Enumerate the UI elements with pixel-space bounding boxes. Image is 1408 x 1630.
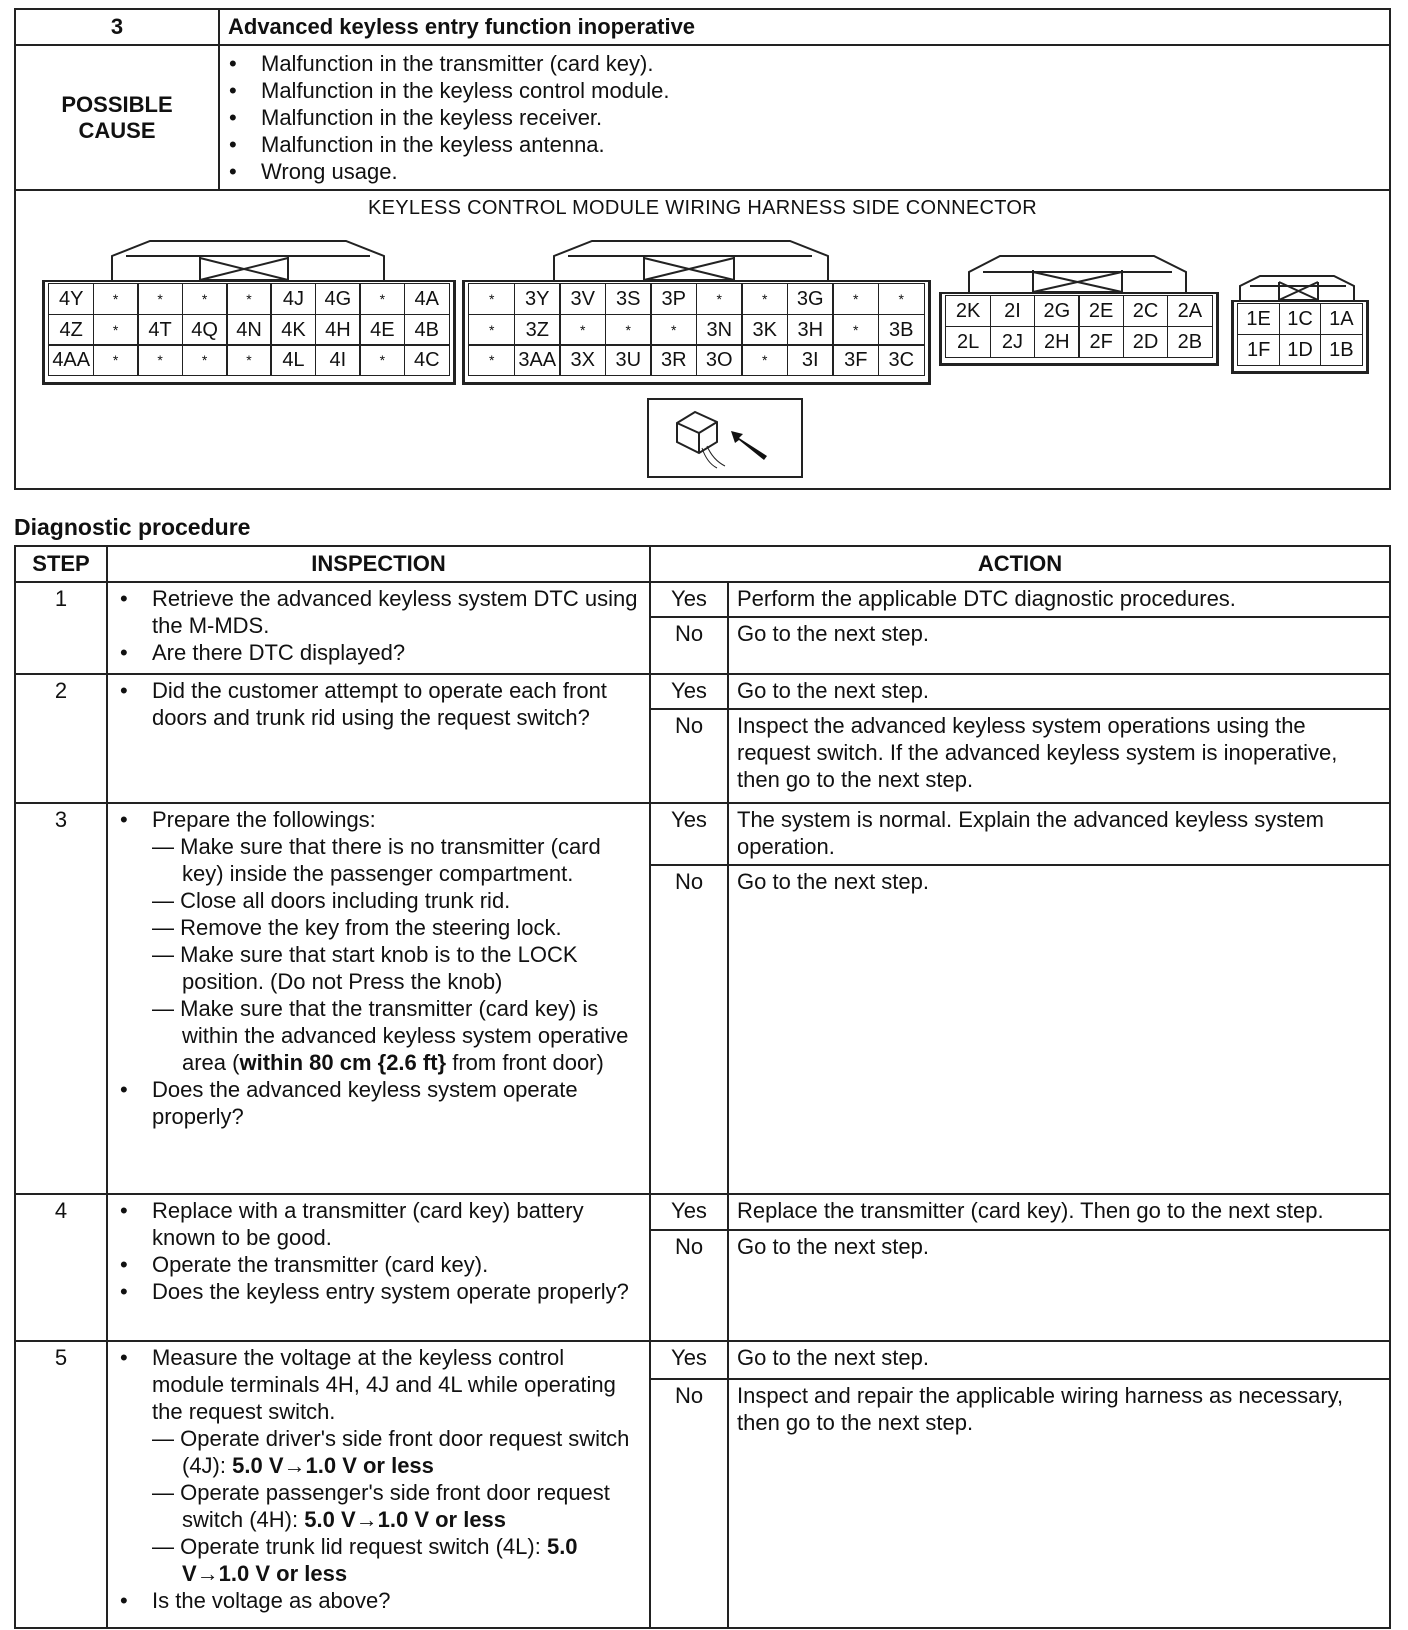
- subitem-bold: 5.0 V→1.0 V or less: [232, 1453, 434, 1478]
- unused-terminal: *: [605, 314, 652, 346]
- terminal-2E: 2E: [1078, 295, 1124, 327]
- terminal-4Y: 4Y: [48, 283, 94, 315]
- yes-label: Yes: [651, 804, 729, 864]
- inspection-item: • Does the keyless entry system operate properly?: [152, 1278, 639, 1305]
- no-label: No: [651, 710, 729, 802]
- terminal-4A: 4A: [404, 283, 450, 315]
- step-number: 4: [15, 1194, 107, 1341]
- subitem-text: Make sure that start knob is to the LOCK position. (Do not Press the knob): [180, 942, 578, 994]
- subitem-bold: 5.0 V→1.0 V or less: [182, 1534, 578, 1586]
- unused-terminal: *: [359, 344, 405, 376]
- unused-terminal: *: [359, 283, 405, 315]
- subitem-text: from front door): [446, 1050, 604, 1075]
- terminal-1E: 1E: [1237, 303, 1280, 335]
- unused-terminal: *: [182, 344, 228, 376]
- subitem-text: Make sure that the transmitter (card key) is within the advanced keyless system operative area (: [180, 996, 629, 1075]
- unused-terminal: *: [226, 283, 272, 315]
- symptom-title: Advanced keyless entry function inoperative: [219, 9, 1390, 45]
- terminal-3H: 3H: [787, 314, 834, 346]
- action-yes: The system is normal. Explain the advanced keyless system operation.: [737, 807, 1324, 859]
- action-no: Inspect and repair the applicable wiring harness as necessary, then go to the next step.: [737, 1383, 1344, 1435]
- action-yes: Perform the applicable DTC diagnostic procedures.: [737, 586, 1236, 611]
- connector-4: [42, 280, 456, 385]
- terminal-2B: 2B: [1167, 326, 1213, 358]
- cause-item: • Malfunction in the keyless receiver.: [261, 104, 1388, 131]
- terminal-1D: 1D: [1279, 334, 1322, 366]
- unused-terminal: *: [93, 344, 139, 376]
- cause-item: • Malfunction in the transmitter (card key).: [261, 50, 1388, 77]
- terminal-2C: 2C: [1123, 295, 1169, 327]
- inspection-item: • Is the voltage as above?: [152, 1587, 639, 1614]
- unused-terminal: *: [832, 314, 879, 346]
- yes-label: Yes: [651, 675, 729, 708]
- terminal-4T: 4T: [137, 314, 183, 346]
- terminal-4J: 4J: [270, 283, 316, 315]
- inspection-item: • Does the advanced keyless system operate properly?: [152, 1076, 639, 1130]
- subitem-text: Operate passenger's side front door request switch (4H):: [180, 1480, 610, 1532]
- unused-terminal: *: [878, 283, 925, 315]
- header-inspection: INSPECTION: [107, 546, 650, 582]
- no-label: No: [651, 866, 729, 1193]
- terminal-4Z: 4Z: [48, 314, 94, 346]
- inspection-subitem: — Make sure that the transmitter (card key) is within the advanced keyless system operative area (within 80 cm {2.6 ft} from front door): [152, 996, 629, 1075]
- inspection-subitem: — Operate driver's side front door request switch (4J): 5.0 V→1.0 V or less: [152, 1426, 630, 1478]
- step-number: 1: [15, 582, 107, 674]
- cause-item: • Wrong usage.: [261, 158, 1388, 185]
- terminal-3U: 3U: [605, 344, 652, 376]
- inspection-item: • Replace with a transmitter (card key) battery known to be good.: [152, 1197, 639, 1251]
- action-no: Go to the next step.: [737, 869, 930, 894]
- no-label: No: [651, 1380, 729, 1627]
- inspection-item: • Measure the voltage at the keyless control module terminals 4H, 4J and 4L while operating the request switch.: [152, 1344, 639, 1425]
- inspection-subitem: — Remove the key from the steering lock.: [152, 915, 562, 940]
- terminal-2H: 2H: [1034, 326, 1080, 358]
- unused-terminal: *: [559, 314, 606, 346]
- terminal-3C: 3C: [878, 344, 925, 376]
- terminal-1C: 1C: [1279, 303, 1322, 335]
- unused-terminal: *: [226, 344, 272, 376]
- subitem-text: Make sure that there is no transmitter (card key) inside the passenger compartment.: [180, 834, 601, 886]
- subitem-text: Operate driver's side front door request switch (4J):: [180, 1426, 630, 1478]
- inspection-subitem: — Close all doors including trunk rid.: [152, 888, 511, 913]
- connector-3: [462, 280, 931, 385]
- terminal-4H: 4H: [315, 314, 361, 346]
- terminal-3R: 3R: [650, 344, 697, 376]
- step-number: 3: [15, 803, 107, 1194]
- terminal-2J: 2J: [990, 326, 1036, 358]
- unused-terminal: *: [182, 283, 228, 315]
- terminal-3G: 3G: [787, 283, 834, 315]
- table-row: [15, 674, 1390, 803]
- action-no: Inspect the advanced keyless system operations using the request switch. If the advanced keyless system is inoperative, then go to the next step.: [737, 713, 1338, 792]
- step-number: 2: [15, 674, 107, 803]
- terminal-4I: 4I: [315, 344, 361, 376]
- terminal-2G: 2G: [1034, 295, 1080, 327]
- terminal-2K: 2K: [945, 295, 991, 327]
- yes-label: Yes: [651, 1195, 729, 1229]
- unused-terminal: *: [468, 283, 515, 315]
- terminal-2L: 2L: [945, 326, 991, 358]
- action-yes: Go to the next step.: [737, 1345, 930, 1370]
- inspection-item: • Retrieve the advanced keyless system DTC using the M-MDS.: [152, 585, 639, 639]
- diagnostic-procedure-title: Diagnostic procedure: [14, 514, 251, 540]
- terminal-4Q: 4Q: [182, 314, 228, 346]
- terminal-1F: 1F: [1237, 334, 1280, 366]
- unused-terminal: *: [468, 314, 515, 346]
- terminal-4E: 4E: [359, 314, 405, 346]
- cause-item: • Malfunction in the keyless antenna.: [261, 131, 1388, 158]
- action-no: Go to the next step.: [737, 621, 930, 646]
- terminal-3Z: 3Z: [514, 314, 561, 346]
- terminal-4AA: 4AA: [48, 344, 94, 376]
- terminal-4L: 4L: [270, 344, 316, 376]
- terminal-2D: 2D: [1123, 326, 1169, 358]
- unused-terminal: *: [468, 344, 515, 376]
- inspection-subitem: — Make sure that start knob is to the LOCK position. (Do not Press the knob): [152, 942, 578, 994]
- terminal-4K: 4K: [270, 314, 316, 346]
- terminal-2F: 2F: [1078, 326, 1124, 358]
- inspection-item: • Are there DTC displayed?: [152, 639, 639, 666]
- action-no: Go to the next step.: [737, 1234, 930, 1259]
- unused-terminal: *: [93, 314, 139, 346]
- header-step: STEP: [15, 546, 107, 582]
- inspection-item: • Operate the transmitter (card key).: [152, 1251, 639, 1278]
- harness-side-connector-icon: [647, 398, 803, 478]
- terminal-4G: 4G: [315, 283, 361, 315]
- table-row: [15, 1341, 1390, 1628]
- terminal-2I: 2I: [990, 295, 1036, 327]
- terminal-1A: 1A: [1320, 303, 1363, 335]
- terminal-4B: 4B: [404, 314, 450, 346]
- terminal-3K: 3K: [741, 314, 788, 346]
- unused-terminal: *: [696, 283, 743, 315]
- unused-terminal: *: [832, 283, 879, 315]
- action-yes: Replace the transmitter (card key). Then go to the next step.: [737, 1198, 1324, 1223]
- subitem-bold: 5.0 V→1.0 V or less: [304, 1507, 507, 1532]
- connector-title: KEYLESS CONTROL MODULE WIRING HARNESS SIDE CONNECTOR: [15, 190, 1390, 489]
- step-number: 5: [15, 1341, 107, 1628]
- diagnostic-table: [14, 545, 1391, 1629]
- inspection-subitem: — Operate trunk lid request switch (4L): 5.0 V→1.0 V or less: [152, 1534, 578, 1586]
- inspection-item: • Prepare the followings:: [152, 806, 639, 833]
- terminal-1B: 1B: [1320, 334, 1363, 366]
- symptom-number: 3: [15, 9, 219, 45]
- table-row: [15, 1194, 1390, 1341]
- terminal-3S: 3S: [605, 283, 652, 315]
- subitem-text: Close all doors including trunk rid.: [180, 888, 511, 913]
- unused-terminal: *: [650, 314, 697, 346]
- subitem-text: Operate trunk lid request switch (4L):: [180, 1534, 547, 1559]
- terminal-3I: 3I: [787, 344, 834, 376]
- connector-2: [939, 292, 1219, 366]
- yes-label: Yes: [651, 1342, 729, 1378]
- possible-cause-label: POSSIBLE CAUSE: [15, 45, 219, 190]
- inspection-item: • Did the customer attempt to operate each front doors and trunk rid using the request switch?: [152, 677, 639, 731]
- cause-item: • Malfunction in the keyless control module.: [261, 77, 1388, 104]
- yes-label: Yes: [651, 583, 729, 616]
- terminal-3V: 3V: [559, 283, 606, 315]
- action-yes: Go to the next step.: [737, 678, 930, 703]
- connector-1: [1231, 300, 1369, 374]
- terminal-3B: 3B: [878, 314, 925, 346]
- unused-terminal: *: [137, 344, 183, 376]
- terminal-3F: 3F: [832, 344, 879, 376]
- terminal-4C: 4C: [404, 344, 450, 376]
- terminal-3P: 3P: [650, 283, 697, 315]
- terminal-4N: 4N: [226, 314, 272, 346]
- unused-terminal: *: [93, 283, 139, 315]
- table-row: [15, 582, 1390, 674]
- inspection-subitem: — Operate passenger's side front door request switch (4H): 5.0 V→1.0 V or less: [152, 1480, 610, 1532]
- unused-terminal: *: [137, 283, 183, 315]
- unused-terminal: *: [741, 344, 788, 376]
- terminal-3N: 3N: [696, 314, 743, 346]
- no-label: No: [651, 618, 729, 673]
- subitem-text: Remove the key from the steering lock.: [180, 915, 562, 940]
- header-action: ACTION: [650, 546, 1390, 582]
- terminal-3O: 3O: [696, 344, 743, 376]
- inspection-subitem: — Make sure that there is no transmitter (card key) inside the passenger compartment.: [152, 834, 601, 886]
- subitem-bold: within 80 cm {2.6 ft}: [239, 1050, 447, 1075]
- terminal-3AA: 3AA: [514, 344, 561, 376]
- table-row: [15, 803, 1390, 1194]
- unused-terminal: *: [741, 283, 788, 315]
- terminal-3Y: 3Y: [514, 283, 561, 315]
- no-label: No: [651, 1231, 729, 1340]
- terminal-2A: 2A: [1167, 295, 1213, 327]
- terminal-3X: 3X: [559, 344, 606, 376]
